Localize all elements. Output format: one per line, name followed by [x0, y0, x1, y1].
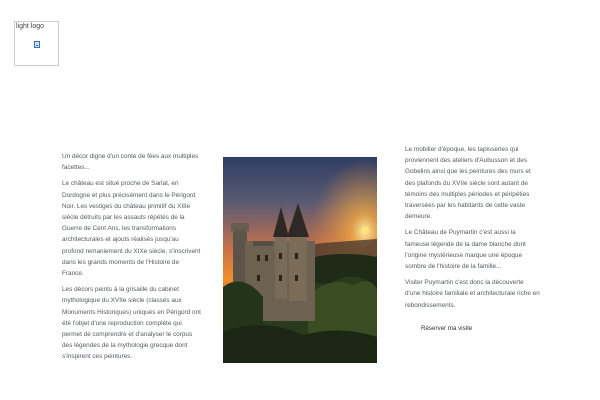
detail-text-column: [405, 144, 540, 316]
detail-paragraph: Le mobilier d'époque, les tapisseries qui proviennent des ateliers d'Aubusson et des Gobelins ainsi que les peintures des murs et des plafonds du XVIIe siècle sont autant de témoins des multiples périodes et péripéties traversées par les habitants de cette vaste demeure.: [405, 146, 531, 221]
detail-paragraph: Visiter Puymartin c'est donc la découverte d'une histoire familiale et architecturale riche en rebondissements.: [405, 279, 540, 309]
chateau-photo: [223, 157, 377, 363]
detail-paragraph: Le Château de Puymartin c'est aussi la fameuse légende de la dame blanche dont l'origine mystérieuse marque une époque sombre de l'histoire de la famille...: [405, 229, 526, 271]
intro-text-column: [62, 151, 202, 368]
sun: [361, 226, 369, 234]
intro-paragraph: Un décor digne d'un conte de fées aux multiples facettes...: [62, 153, 199, 172]
intro-paragraph: Les décors peints à la grisaille du cabinet mythologique du XVIIe siècle (classés aux Monuments Historiques) uniques en Périgord ont été l'objet d'une reproduction complète qui permet de comprendre et d'analyser le corpus des légendes de la mythologie grecque dont s'inspirent ces peintures.: [62, 286, 201, 361]
broken-image-icon: [34, 41, 40, 48]
logo-alt-text: light logo: [16, 23, 45, 30]
book-visit-button[interactable]: Réserver ma visite: [421, 325, 473, 332]
intro-paragraph: Le château est situé proche de Sarlat, en Dordogne et plus précisément dans le Périgord Noir. Les vestiges du château primitif du XIIIe siècle détruits par les assauts répétés de la Guerre de Cent Ans, les transformations architecturales et ajouts réalisés jusqu'au profond remaniement du XIXe siècle, s'inscrivent dans les grands moments de l'Histoire de France.: [62, 180, 201, 278]
site-logo[interactable]: [14, 21, 59, 66]
